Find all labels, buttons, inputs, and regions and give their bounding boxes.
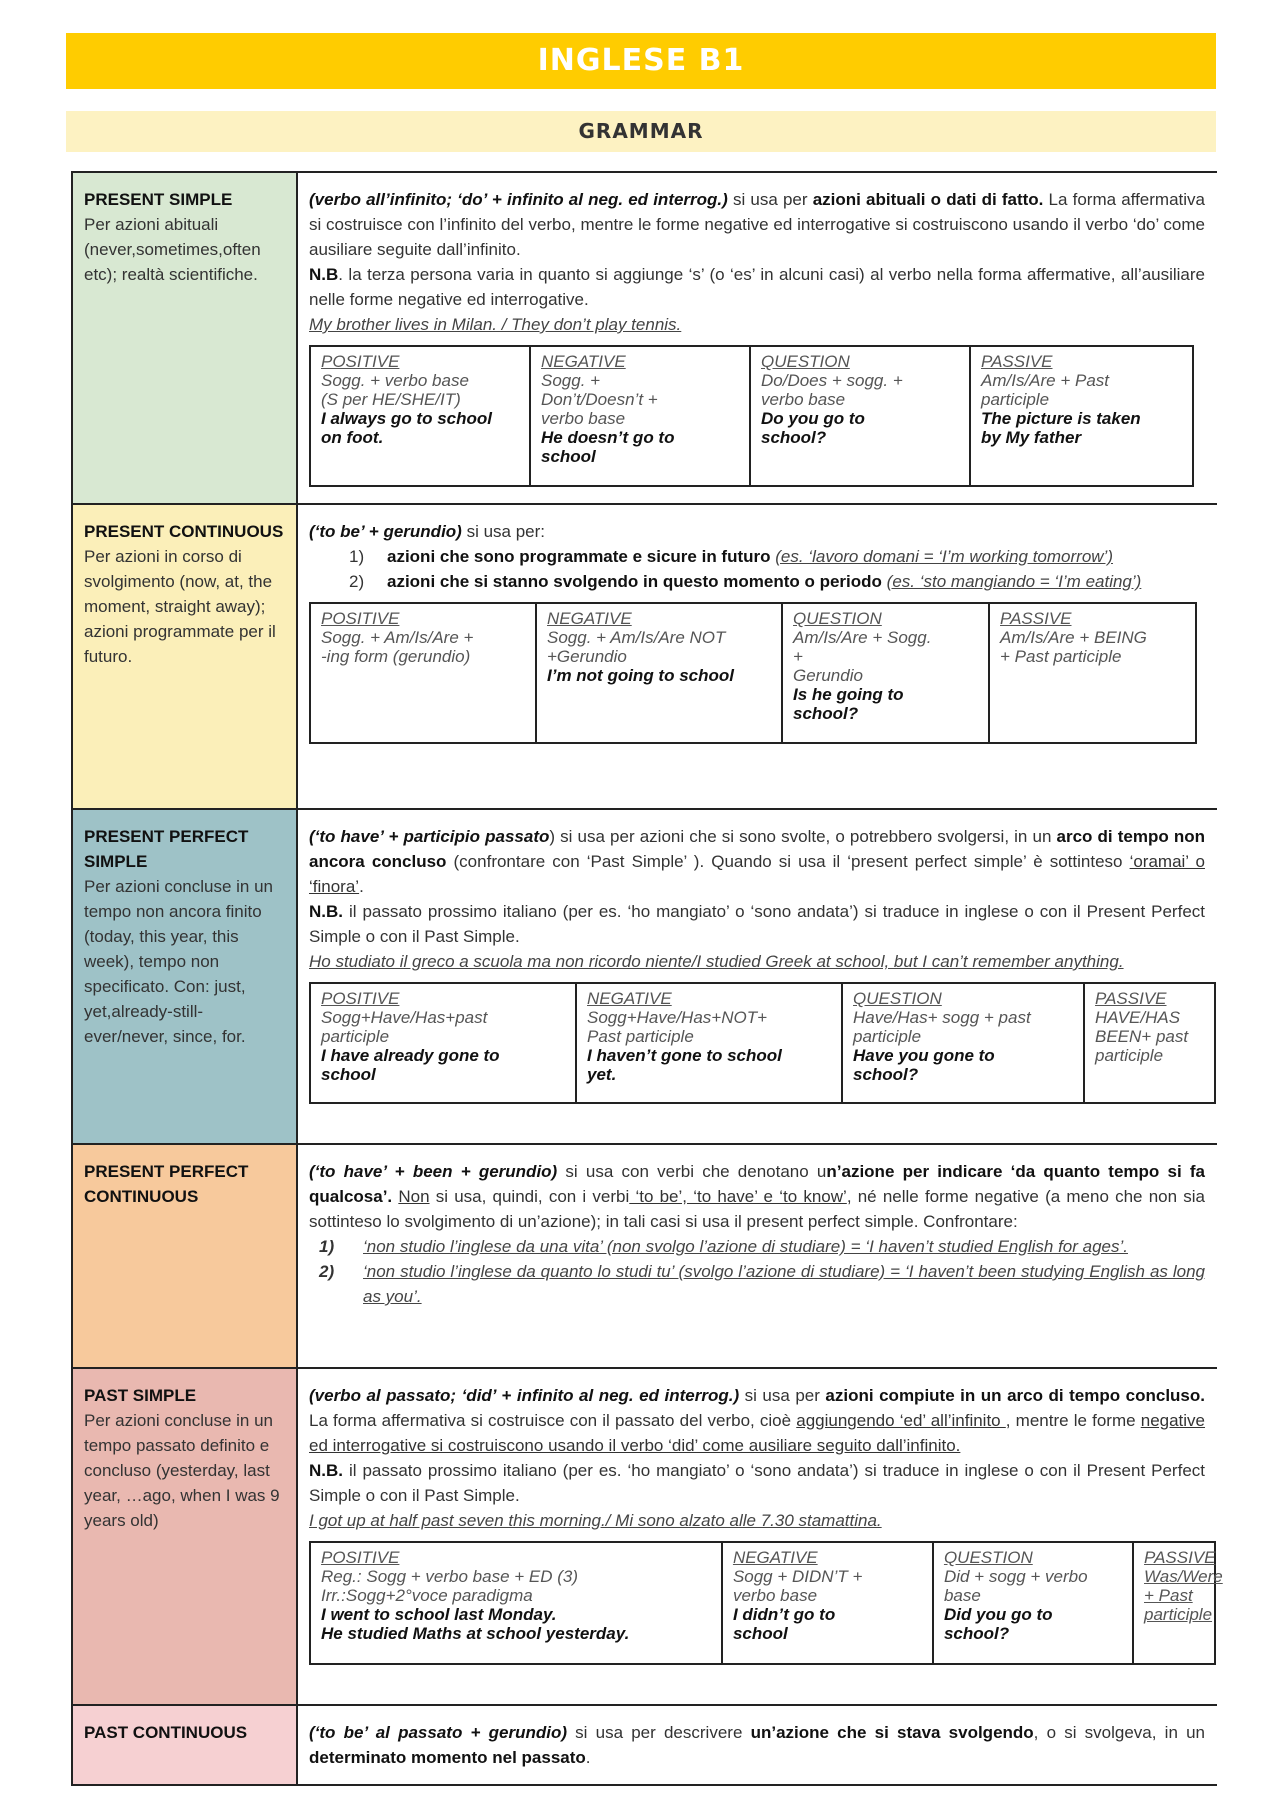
cell-example: He doesn’t go to <box>541 428 675 447</box>
explanation-paragraph <box>309 519 1205 544</box>
cell-line: participle <box>981 390 1050 409</box>
rule-text: si usa con verbi che denotano u <box>557 1162 827 1181</box>
item-number: 2) <box>349 572 365 591</box>
rule-text: si usa per descrivere <box>567 1723 751 1742</box>
tense-summary <box>73 1706 298 1784</box>
page-title-banner <box>66 33 1216 89</box>
rule-formula: (‘to have’ + been + gerundio) <box>309 1162 558 1181</box>
cell-line: + Past <box>1144 1586 1193 1605</box>
usage-list <box>309 544 1205 594</box>
cell-example: I didn’t go to <box>732 1605 836 1624</box>
cell-example: The picture is taken <box>981 409 1141 428</box>
explanation-paragraph <box>309 1159 1205 1234</box>
cell-heading: PASSIVE <box>1095 989 1167 1008</box>
tense-explanation <box>298 505 1215 808</box>
cell-line: Reg.: Sogg + verbo base + ED (3) <box>321 1567 579 1586</box>
cell-example: I have already gone to <box>321 1046 500 1065</box>
cell-example: Have you gone to <box>853 1046 995 1065</box>
cell-line: participle <box>1095 1046 1164 1065</box>
cell-heading: POSITIVE <box>321 1548 400 1567</box>
cell-example: by My father <box>981 428 1082 447</box>
cell-line: Sogg + DIDN’T + <box>732 1567 863 1586</box>
forms-cell-negative <box>723 1543 934 1663</box>
rule-text: . <box>585 1748 591 1767</box>
cell-example: Do you go to <box>761 409 865 428</box>
cell-heading: QUESTION <box>761 352 850 371</box>
explanation-paragraph <box>309 1383 1205 1458</box>
cell-heading: NEGATIVE <box>587 989 672 1008</box>
forms-cell-positive <box>311 347 531 485</box>
forms-cell-passive <box>1134 1543 1223 1663</box>
item-text: azioni che si stanno svolgendo in questo momento o periodo <box>387 572 882 591</box>
forms-cell-passive <box>990 604 1195 742</box>
tense-title: PRESENT PERFECT SIMPLE <box>84 827 249 871</box>
cell-line: Sogg. + Am/Is/Are + <box>321 628 474 647</box>
cell-line: + Past participle <box>1000 647 1122 666</box>
rule-text: si usa per <box>727 190 813 209</box>
rule-text: si usa per: <box>461 522 545 541</box>
page-title: INGLESE B1 <box>537 43 745 78</box>
tense-summary <box>73 1369 298 1704</box>
rule-formula: (‘to be’ al passato + gerundio) <box>309 1723 567 1742</box>
rule-underlined: aggiungendo ‘ed’ all’infinito <box>796 1411 1006 1430</box>
note-label: N.B. <box>309 1461 343 1480</box>
forms-cell-question <box>843 984 1085 1102</box>
cell-line: verbo base <box>761 390 846 409</box>
cell-line: Sogg. + verbo base <box>321 371 469 390</box>
cell-example: I haven’t gone to school <box>587 1046 782 1065</box>
rule-formula: (‘to be’ + gerundio) <box>309 522 462 541</box>
rule-text: (confrontare con ‘Past Simple’ ). Quando si usa il ‘present perfect simple’ è sottinteso <box>446 852 1130 871</box>
forms-cell-question <box>783 604 990 742</box>
row-present-continuous <box>73 505 1217 810</box>
tense-description: Per azioni in corso di svolgimento (now, at, the moment, straight away); azioni programmate per il futuro. <box>84 547 276 666</box>
cell-line: (S per HE/SHE/IT) <box>321 390 461 409</box>
tense-title: PRESENT SIMPLE <box>84 190 233 209</box>
rule-underlined: negative ed interrogative si costruiscono usando il verbo ‘did’ come ausiliare seguito dall’infinito. <box>309 1411 1206 1455</box>
tense-summary <box>73 810 298 1143</box>
cell-line: Past participle <box>587 1027 694 1046</box>
row-past-continuous <box>73 1706 1217 1786</box>
tense-description: Per azioni abituali (never,sometimes,often etc); realtà scientifiche. <box>84 215 261 284</box>
item-example: (es. ‘lavoro domani = ‘I’m working tomorrow’) <box>775 547 1113 566</box>
cell-heading: QUESTION <box>853 989 942 1008</box>
example-sentence: I got up at half past seven this morning./ Mi sono alzato alle 7.30 stamattina. <box>309 1511 882 1530</box>
cell-example: school <box>321 1065 376 1084</box>
tense-explanation <box>298 810 1215 1143</box>
cell-example: school? <box>793 704 859 723</box>
rule-text: , mentre le forme <box>1005 1411 1141 1430</box>
cell-example: yet. <box>587 1065 617 1084</box>
forms-cell-question <box>751 347 971 485</box>
section-subtitle: GRAMMAR <box>578 119 704 143</box>
comparison-item <box>309 1259 1205 1309</box>
rule-emphasis: determinato momento nel passato <box>309 1748 586 1767</box>
cell-line: Did + sogg + verbo <box>943 1567 1088 1586</box>
cell-heading: QUESTION <box>943 1548 1033 1567</box>
cell-line: verbo base <box>732 1586 818 1605</box>
forms-table <box>309 345 1194 487</box>
tense-description: Per azioni concluse in un tempo passato definito e concluso (yesterday, last year, …ago, when I was 9 years old) <box>84 1411 280 1530</box>
forms-cell-passive <box>1085 984 1214 1102</box>
tense-explanation <box>298 173 1215 503</box>
row-past-simple <box>73 1369 1223 1706</box>
rule-text: si usa, quindi, con i verbi <box>429 1187 630 1206</box>
cell-example: school? <box>761 428 827 447</box>
item-example: ‘non studio l’inglese da una vita’ (non svolgo l’azione di studiare) = ‘I haven’t studied English for ages’. <box>363 1237 1128 1256</box>
cell-example: school? <box>853 1065 919 1084</box>
tense-title: PAST SIMPLE <box>84 1386 197 1405</box>
cell-example: Is he going to <box>793 685 904 704</box>
item-text: azioni che sono programmate e sicure in futuro <box>387 547 771 566</box>
cell-line: + <box>793 647 803 666</box>
cell-line: base <box>943 1586 981 1605</box>
forms-cell-passive <box>971 347 1192 485</box>
item-number: 1) <box>349 547 365 566</box>
rule-text: La forma affermativa si costruisce con il passato del verbo, cioè <box>309 1411 797 1430</box>
forms-cell-positive <box>311 984 577 1102</box>
note-paragraph <box>309 899 1205 949</box>
tense-description: Per azioni concluse in un tempo non ancora finito (today, this year, this week), tempo non specificato. Con: just, yet,already-still-ever/never, since, for. <box>84 877 274 1046</box>
rule-underlined: ‘to be’, ‘to have’ e ‘to know’ <box>629 1187 847 1206</box>
rule-formula: (verbo all’infinito; ‘do’ + infinito al neg. ed interrog.) <box>309 190 728 209</box>
forms-table <box>309 1541 1223 1665</box>
rule-formula: (verbo al passato; ‘did’ + infinito al neg. ed interrog.) <box>309 1386 740 1405</box>
row-present-simple <box>73 173 1217 505</box>
cell-heading: POSITIVE <box>321 352 400 371</box>
forms-table <box>309 602 1197 744</box>
rule-underlined: Non <box>398 1187 430 1206</box>
rule-emphasis: un’azione che si stava svolgendo <box>750 1723 1034 1742</box>
tense-title: PRESENT CONTINUOUS <box>84 522 284 541</box>
tense-summary <box>73 1145 298 1367</box>
cell-heading: PASSIVE <box>1144 1548 1216 1567</box>
usage-item <box>309 544 1205 569</box>
cell-line: HAVE/HAS <box>1095 1008 1181 1027</box>
cell-line: participle <box>853 1027 922 1046</box>
cell-line: verbo base <box>541 409 626 428</box>
cell-example: He studied Maths at school yesterday. <box>321 1624 630 1643</box>
grammar-table <box>71 171 1223 1786</box>
rule-text: si usa per <box>739 1386 826 1405</box>
rule-text: , o si svolgeva, in un <box>1033 1723 1205 1742</box>
note-text: il passato prossimo italiano (per es. ‘ho mangiato’ o ‘sono andata’) si traduce in inglese o con il Present Perfect Simple o con il Past Simple. <box>309 1461 1205 1505</box>
row-present-perfect-simple <box>73 810 1217 1145</box>
cell-example: I’m not going to school <box>547 666 734 685</box>
item-number: 1) <box>319 1237 335 1256</box>
rule-underlined: ‘oramai’ o ‘finora’ <box>309 852 1205 896</box>
row-present-perfect-continuous <box>73 1145 1217 1369</box>
cell-heading: PASSIVE <box>1000 609 1072 628</box>
example-sentence: Ho studiato il greco a scuola ma non ricordo niente/I studied Greek at school, but I can’t remember anything. <box>309 952 1124 971</box>
tense-summary <box>73 173 298 503</box>
cell-line: Gerundio <box>793 666 863 685</box>
cell-line: -ing form (gerundio) <box>321 647 471 666</box>
cell-heading: PASSIVE <box>981 352 1053 371</box>
cell-example: I always go to school <box>321 409 492 428</box>
cell-line: Irr.:Sogg+2°voce paradigma <box>321 1586 533 1605</box>
cell-line: Sogg. + <box>541 371 601 390</box>
explanation-paragraph <box>309 1720 1205 1770</box>
cell-line: Am/Is/Are + BEING <box>1000 628 1147 647</box>
comparison-list <box>309 1234 1205 1309</box>
explanation-paragraph <box>309 824 1205 899</box>
rule-text: , né nelle forme negative (a meno che non sia sottinteso lo svolgimento di un’azione); in tali casi si usa il present perfect simple. Confrontare: <box>309 1187 1205 1231</box>
cell-example: I went to school last Monday. <box>321 1605 557 1624</box>
cell-example: school? <box>943 1624 1010 1643</box>
rule-emphasis: n’azione per indicare ‘da quanto tempo si fa qualcosa’. <box>309 1162 1206 1206</box>
section-subtitle-banner <box>66 111 1216 152</box>
cell-heading: NEGATIVE <box>547 609 632 628</box>
tense-title: PRESENT PERFECT CONTINUOUS <box>84 1162 249 1206</box>
note-label: N.B <box>309 265 339 284</box>
tense-explanation <box>298 1706 1215 1784</box>
usage-item <box>309 569 1205 594</box>
cell-heading: NEGATIVE <box>732 1548 818 1567</box>
cell-heading: NEGATIVE <box>541 352 626 371</box>
cell-line: Sogg+Have/Has+past <box>321 1008 488 1027</box>
rule-emphasis: arco di tempo non ancora concluso <box>309 827 1206 871</box>
cell-example: school <box>732 1624 788 1643</box>
forms-cell-positive <box>311 604 537 742</box>
item-example: (es. ‘sto mangiando = ‘I’m eating’) <box>886 572 1142 591</box>
cell-heading: QUESTION <box>793 609 882 628</box>
comparison-item <box>309 1234 1205 1259</box>
note-paragraph <box>309 1458 1205 1508</box>
cell-line: BEEN+ past <box>1095 1027 1189 1046</box>
forms-cell-negative <box>537 604 783 742</box>
rule-formula: (‘to have’ + participio passato <box>309 827 550 846</box>
cell-example: school <box>541 447 596 466</box>
cell-line: Sogg+Have/Has+NOT+ <box>587 1008 768 1027</box>
cell-line: Don’t/Doesn’t + <box>541 390 658 409</box>
rule-emphasis: azioni abituali o dati di fatto. <box>812 190 1044 209</box>
tense-summary <box>73 505 298 808</box>
item-number: 2) <box>319 1262 335 1281</box>
tense-explanation <box>298 1369 1223 1704</box>
cell-line: participle <box>1144 1605 1213 1624</box>
cell-heading: POSITIVE <box>321 989 400 1008</box>
rule-text: . <box>359 877 364 896</box>
forms-cell-negative <box>531 347 751 485</box>
rule-emphasis: azioni compiute in un arco di tempo concluso. <box>825 1386 1205 1405</box>
note-text: il passato prossimo italiano (per es. ‘ho mangiato’ o ‘sono andata’) si traduce in inglese o con il Present Perfect Simple o con il Past Simple. <box>309 902 1205 946</box>
cell-line: participle <box>321 1027 390 1046</box>
cell-line: Have/Has+ sogg + past <box>853 1008 1031 1027</box>
cell-heading: POSITIVE <box>321 609 400 628</box>
forms-cell-positive <box>311 1543 723 1663</box>
cell-example: Did you go to <box>943 1605 1053 1624</box>
cell-example: on foot. <box>321 428 384 447</box>
note-label: N.B. <box>309 902 343 921</box>
forms-cell-question <box>934 1543 1134 1663</box>
note-paragraph <box>309 262 1205 312</box>
item-example: ‘non studio l’inglese da quanto lo studi tu’ (svolgo l’azione di studiare) = ‘I haven’t been studying English as long as you’. <box>363 1262 1205 1306</box>
rule-text: ) si usa per azioni che si sono svolte, o potrebbero svolgersi, in un <box>549 827 1057 846</box>
cell-line: Am/Is/Are + Past <box>981 371 1110 390</box>
cell-line: +Gerundio <box>547 647 627 666</box>
rule-text: La forma affermativa si costruisce con l’infinito del verbo, mentre le forme negative ed interrogative si costruiscono usando il verbo ‘do’ come ausiliare seguite dall’infinito. <box>309 190 1205 259</box>
tense-title: PAST CONTINUOUS <box>84 1723 248 1742</box>
note-text: . la terza persona varia in quanto si aggiunge ‘s’ (o ‘es’ in alcuni casi) al verbo nella forma affermative, all’ausiliare nelle forme negative ed interrogative. <box>309 265 1205 309</box>
cell-line: Am/Is/Are + Sogg. <box>793 628 932 647</box>
example-sentence: My brother lives in Milan. / They don’t play tennis. <box>309 315 682 334</box>
explanation-paragraph <box>309 187 1205 262</box>
cell-line: Sogg. + Am/Is/Are NOT <box>547 628 726 647</box>
forms-cell-negative <box>577 984 843 1102</box>
tense-explanation <box>298 1145 1215 1367</box>
forms-table <box>309 982 1216 1104</box>
cell-line: Was/Were <box>1144 1567 1223 1586</box>
cell-line: Do/Does + sogg. + <box>761 371 903 390</box>
